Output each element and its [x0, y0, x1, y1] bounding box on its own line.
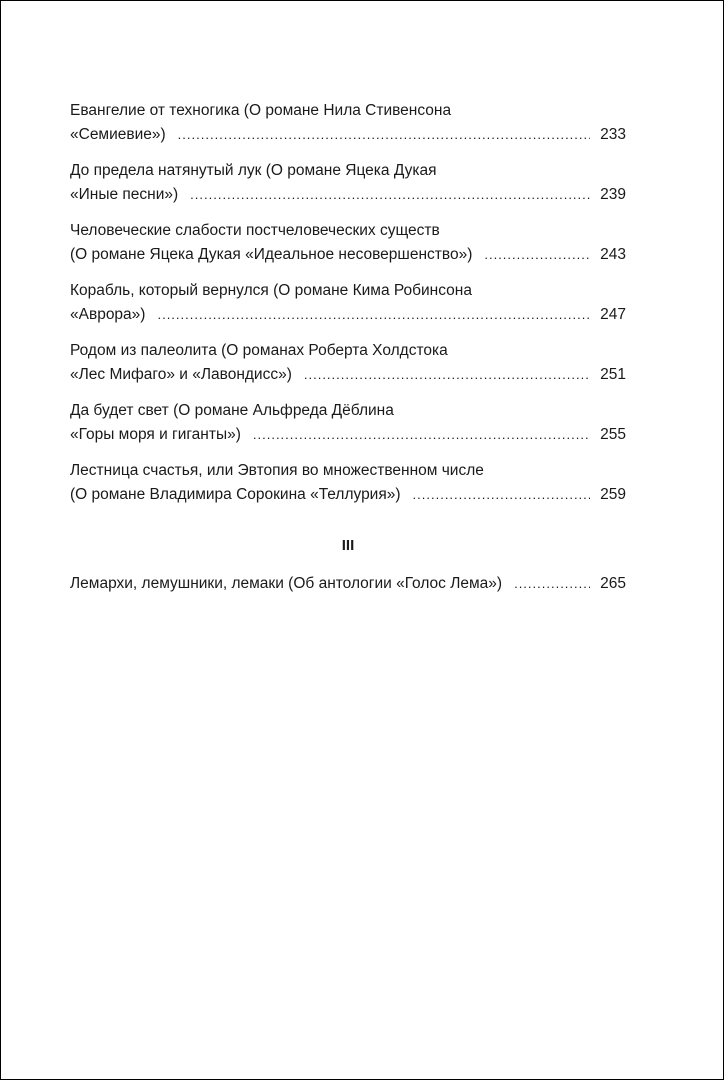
page-number: 247 [600, 306, 626, 323]
toc-entry-title: Корабль, который вернулся (О романе Кима Робинсона [70, 282, 472, 299]
toc-entry-title: Лемархи, лемушники, лемаки (Об антологии «Голос Лема») [70, 575, 503, 592]
toc-entry-title: Евангелие от техногика (О романе Нила Стивенсона [70, 102, 452, 119]
toc-entry [70, 279, 626, 327]
toc-entry-last-line [70, 483, 626, 507]
toc-entry-last-line [70, 243, 626, 267]
dot-leader [514, 572, 590, 596]
toc-entry-title-cont: «Аврора») [70, 306, 146, 323]
toc-entry-title-cont: «Лес Мифаго» и «Лавондисс») [70, 366, 292, 383]
dot-leader [304, 363, 590, 387]
toc-entry-title-cont: (О романе Яцека Дукая «Идеальное несовершенство») [70, 246, 473, 263]
toc-entry [70, 159, 626, 207]
page-number: 251 [600, 366, 626, 383]
dot-leader [190, 183, 590, 207]
toc-entry-last-line [70, 183, 626, 207]
section-heading: III [341, 537, 355, 554]
toc-entry [70, 459, 626, 507]
toc-entry [70, 572, 626, 596]
page-number: 265 [600, 575, 626, 592]
toc-entry-last-line [70, 363, 626, 387]
toc-entry-title-cont: «Иные песни») [70, 186, 179, 203]
dot-leader [484, 243, 590, 267]
toc-entry-last-line [70, 572, 626, 596]
table-of-contents [70, 99, 626, 608]
page-number: 243 [600, 246, 626, 263]
toc-entry [70, 219, 626, 267]
toc-entry-title-cont: «Семиевие») [70, 126, 166, 143]
page-number: 259 [600, 486, 626, 503]
page-number: 255 [600, 426, 626, 443]
toc-entry-last-line [70, 123, 626, 147]
page-number: 239 [600, 186, 626, 203]
dot-leader [253, 423, 590, 447]
toc-entry-title: Лестница счастья, или Эвтопия во множественном числе [70, 462, 484, 479]
toc-entry-last-line [70, 303, 626, 327]
toc-entry-title: Родом из палеолита (О романах Роберта Холдстока [70, 342, 448, 359]
toc-entry [70, 339, 626, 387]
toc-entry-last-line [70, 423, 626, 447]
toc-entry [70, 399, 626, 447]
toc-entry-title: Человеческие слабости постчеловеческих существ [70, 222, 440, 239]
dot-leader [178, 123, 590, 147]
toc-entry-title: До предела натянутый лук (О романе Яцека Дукая [70, 162, 437, 179]
dot-leader [413, 483, 590, 507]
toc-entry-title-cont: «Горы моря и гиганты») [70, 426, 241, 443]
toc-entry-title-cont: (О романе Владимира Сорокина «Теллурия») [70, 486, 401, 503]
toc-entry [70, 99, 626, 147]
toc-entry-title: Да будет свет (О романе Альфреда Дёблина [70, 402, 394, 419]
page-number: 233 [600, 126, 626, 143]
dot-leader [157, 303, 590, 327]
